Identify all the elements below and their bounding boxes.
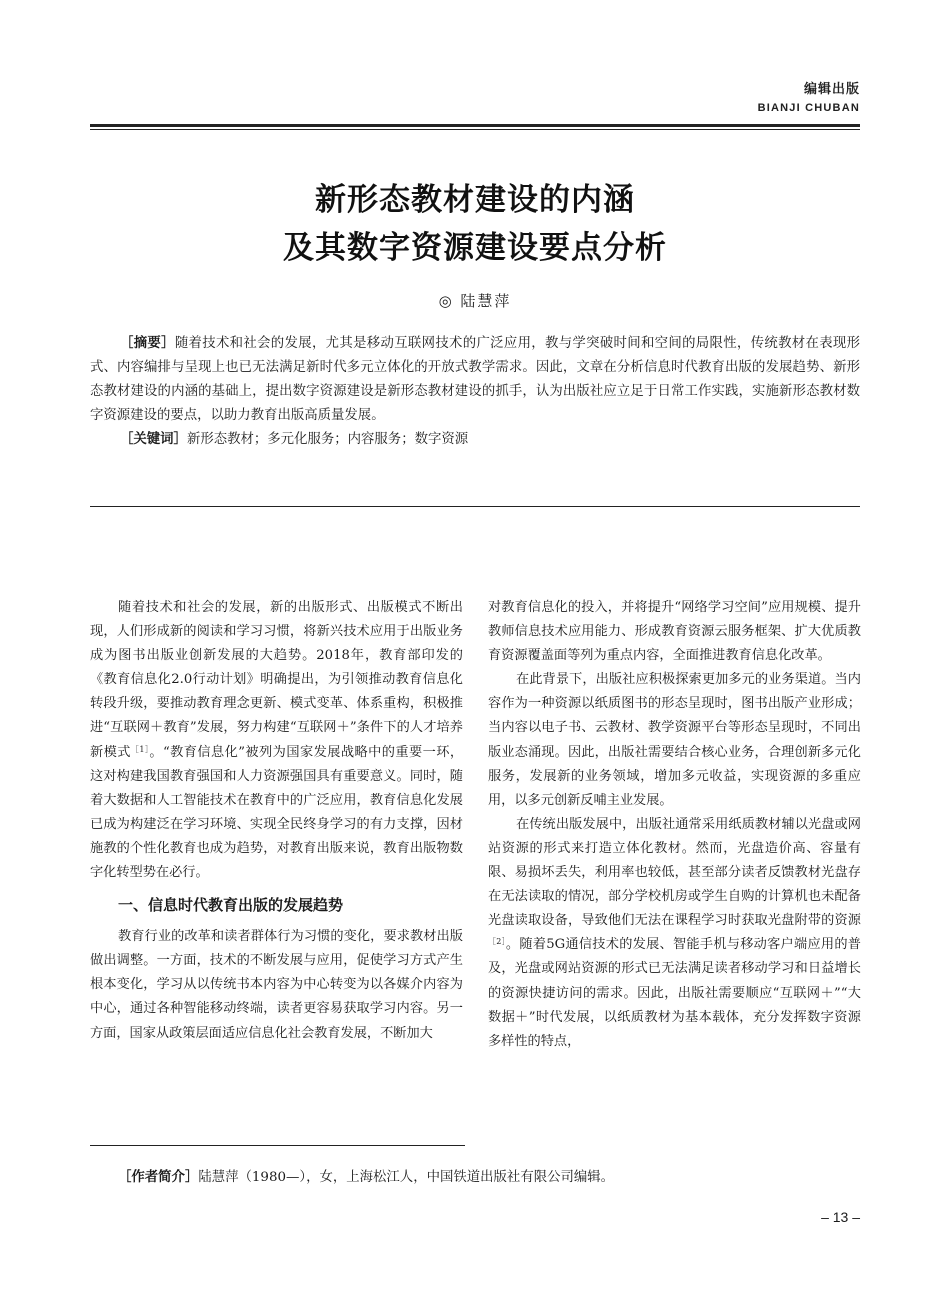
keywords-label: ［关键词］ [120, 432, 187, 447]
abstract-text: 随着技术和社会的发展，尤其是移动互联网技术的广泛应用，教与学突破时间和空间的局限性，传统教材在表现形式、内容编排与呈现上也已无法满足新时代多元立体化的开放式教学需求。因此，文章在分析信息时代教育出版的发展趋势、新形态教材建设的内涵的基础上，提出数字资源建设是新形态教材建设的抓手，认为出版社应立足于日常工作实践，实施新形态教材数字资源建设的要点，以助力教育出版高质量发展。 [90, 336, 861, 423]
title-line-1: 新形态教材建设的内涵 [315, 182, 635, 218]
section-name-en: BIANJI CHUBAN [757, 102, 860, 114]
author-bio-footnote [118, 1166, 614, 1185]
text-run: 随着技术和社会的发展，新的出版形式、出版模式不断出现，人们形成新的阅读和学习习惯，将新兴技术应用于出版业务成为图书出版业创新发展的大趋势。2018年，教育部印发的《教育信息化2.0行动计划》明确提出，为引领推动教育信息化转段升级，要推动教育理念更新、模式变革、体系重构，积极推进“互联网＋教育”发展，努力构建“互联网＋”条件下的人才培养新模式 [90, 600, 463, 760]
title-line-2: 及其数字资源建设要点分析 [283, 230, 667, 266]
author-byline: ◎ 陆慧萍 [438, 292, 512, 310]
header-rule-thin [90, 129, 860, 130]
keywords-text: 新形态教材；多元化服务；内容服务；数字资源 [186, 432, 469, 447]
abstract [90, 332, 860, 428]
footnote-rule [90, 1145, 465, 1146]
paragraph: 在此背景下，出版社应积极探索更加多元的业务渠道。当内容作为一种资源以纸质图书的形态呈现时，图书出版产业形成；当内容以电子书、云教材、教学资源平台等形态呈现时，不同出版业态涌现。因此，出版社需要结合核心业务，合理创新多元化服务，发展新的业务领域，增加多元收益，实现资源的多重应用，以多元创新反哺主业发展。 [488, 672, 861, 808]
abstract-label: ［摘要］ [120, 336, 175, 351]
bio-label: ［作者简介］ [118, 1170, 199, 1185]
left-column [90, 596, 463, 1046]
citation-2: ［2］ [488, 937, 506, 947]
article-title [90, 176, 860, 272]
paragraph [90, 596, 463, 885]
header-rule-thick [90, 124, 860, 127]
running-header [758, 78, 860, 114]
citation-1: ［1］ [130, 744, 150, 754]
abstract-block [90, 332, 860, 452]
abstract-rule [90, 506, 860, 507]
text-run: 。随着5G通信技术的发展、智能手机与移动客户端应用的普及，光盘或网站资源的形式已无法满足读者移动学习和日益增长的资源快捷访问的需求。因此，出版社需要顺应“互联网＋”“大数据＋”时代发展，以纸质教材为基本载体，充分发挥数字资源多样性的特点， [488, 937, 861, 1049]
keywords [90, 428, 860, 452]
text-run: 。“教育信息化”被列为国家发展战略中的重要一环，这对构建我国教育强国和人力资源强国具有重要意义。同时，随着大数据和人工智能技术在教育中的广泛应用，教育信息化发展已成为构建泛在学习环境、实现全民终身学习的有力支撑，因材施教的个性化教育也成为趋势，对教育出版来说，教育出版物数字化转型势在必行。 [90, 744, 464, 881]
paragraph [488, 813, 861, 1054]
paragraph: 教育行业的改革和读者群体行为习惯的变化，要求教材出版做出调整。一方面，技术的不断发展与应用，促使学习方式产生根本变化，学习从以传统书本内容为中心转变为以各媒介内容为中心，通过各种智能移动终端，读者更容易获取学习内容。另一方面，国家从政策层面适应信息化社会教育发展，不断加大 [90, 929, 463, 1041]
section-name-cn: 编辑出版 [803, 82, 860, 97]
section-heading-1: 一、信息时代教育出版的发展趋势 [118, 896, 344, 915]
right-column [488, 596, 861, 1054]
paragraph: 对教育信息化的投入，并将提升“网络学习空间”应用规模、提升教师信息技术应用能力、形成教育资源云服务框架、扩大优质教育资源覆盖面等列为重点内容，全面推进教育信息化改革。 [488, 600, 861, 664]
bio-text: 陆慧萍（1980—），女，上海松江人，中国铁道出版社有限公司编辑。 [198, 1170, 615, 1185]
text-run: 在传统出版发展中，出版社通常采用纸质教材辅以光盘或网站资源的形式来打造立体化教材。然而，光盘造价高、容量有限、易损坏丢失，利用率也较低，甚至部分读者反馈教材光盘存在无法读取的情况，部分学校机房或学生自购的计算机也未配备光盘读取设备，导致他们无法在课程学习时获取光盘附带的资源 [488, 816, 861, 929]
page-number: – 13 – [821, 1209, 860, 1225]
